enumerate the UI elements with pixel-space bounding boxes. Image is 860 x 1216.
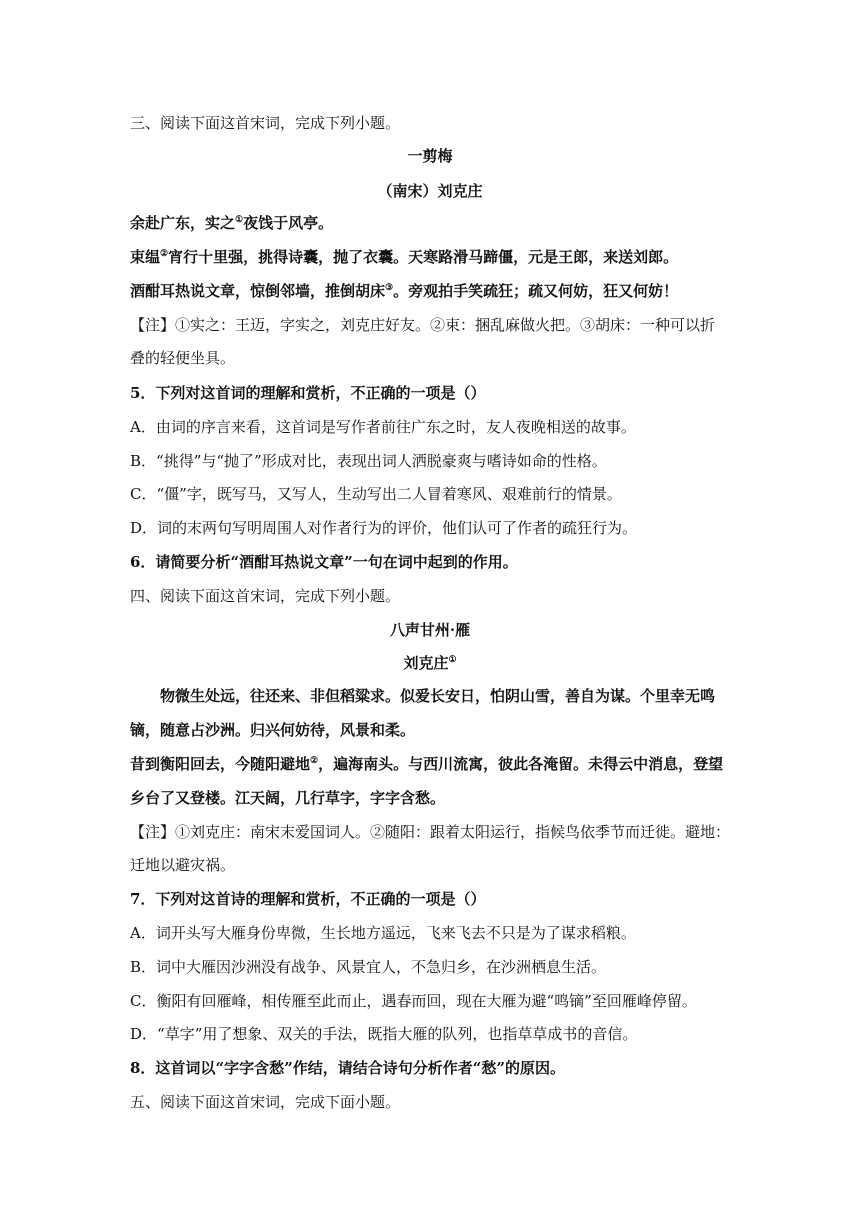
option-d: D．词的末两句写明周围人对作者行为的评价，他们认可了作者的疏狂行为。	[130, 519, 638, 537]
footnote: 迁地以避灾祸。	[130, 856, 236, 874]
option-c: C．衡阳有回雁峰，相传雁至此而止，遇春而回，现在大雁为避“鸣镝”至回雁峰停留。	[130, 992, 697, 1010]
question-7: 7．下列对这首诗的理解和赏析，不正确的一项是（）	[130, 890, 486, 908]
option-b: B．“挑得”与“抛了”形成对比，表现出词人洒脱豪爽与嗜诗如命的性格。	[130, 452, 607, 470]
poem-title: 一剪梅	[407, 147, 453, 165]
poem-line: 乡台了又登楼。江天阔，几行草字，字字含愁。	[130, 789, 446, 807]
poem-line: 酒酣耳热说文章，惊倒邻墙，推倒胡床③。旁观拍手笑疏狂；疏又何妨，狂又何妨！	[130, 282, 679, 300]
question-8: 8．这首词以“字字含愁”作结，请结合诗句分析作者“愁”的原因。	[130, 1059, 565, 1077]
option-a: A．由词的序言来看，这首词是写作者前往广东之时，友人夜晚相送的故事。	[130, 418, 636, 436]
section-3-heading: 三、阅读下面这首宋词，完成下列小题。	[130, 114, 401, 132]
poem-author: （南宋）刘克庄	[377, 182, 483, 200]
question-6: 6．请简要分析“酒酣耳热说文章”一句在词中起到的作用。	[130, 553, 518, 571]
option-c: C．“僵”字，既写马，又写人，生动写出二人冒着寒风、艰难前行的情景。	[130, 485, 622, 503]
section-5-heading: 五、阅读下面这首宋词，完成下面小题。	[130, 1093, 401, 1111]
footnote: 【注】①刘克庄：南宋末爱国词人。②随阳：跟着太阳运行，指候鸟依季节而迁徙。避地：	[130, 823, 731, 841]
question-5: 5．下列对这首词的理解和赏析，不正确的一项是（）	[130, 384, 486, 402]
footnote: 【注】①实之：王迈，字实之，刘克庄好友。②束：捆乱麻做火把。③胡床：一种可以折	[130, 316, 716, 334]
poem-line: 束缊②宵行十里强，挑得诗囊，抛了衣囊。天寒路滑马蹄僵，元是王郎，来送刘郎。	[130, 248, 679, 266]
option-d: D．“草字”用了想象、双关的手法，既指大雁的队列，也指草草成书的音信。	[130, 1025, 638, 1043]
option-a: A．词开头写大雁身份卑微，生长地方遥远，飞来飞去不只是为了谋求稻粮。	[130, 924, 636, 942]
option-b: B．词中大雁因沙洲没有战争、风景宜人，不急归乡，在沙洲栖息生活。	[130, 958, 607, 976]
footnote: 叠的轻便坐具。	[130, 349, 236, 367]
poem-title: 八声甘州·雁	[389, 621, 471, 639]
section-4-heading: 四、阅读下面这首宋词，完成下列小题。	[130, 587, 401, 605]
poem-author: 刘克庄①	[403, 654, 457, 672]
poem-preface: 余赴广东，实之①夜饯于风亭。	[130, 214, 334, 232]
poem-line: 物微生处远，往还来、非但稻粱求。似爱长安日，怕阴山雪，善自为谋。个里幸无鸣	[160, 687, 716, 705]
poem-line: 昔到衡阳回去，今随阳避地②，遍海南头。与西川流寓，彼此各淹留。未得云中消息，登望	[130, 755, 724, 773]
poem-line: 镝，随意占沙洲。归兴何妨待，风景和柔。	[130, 721, 416, 739]
